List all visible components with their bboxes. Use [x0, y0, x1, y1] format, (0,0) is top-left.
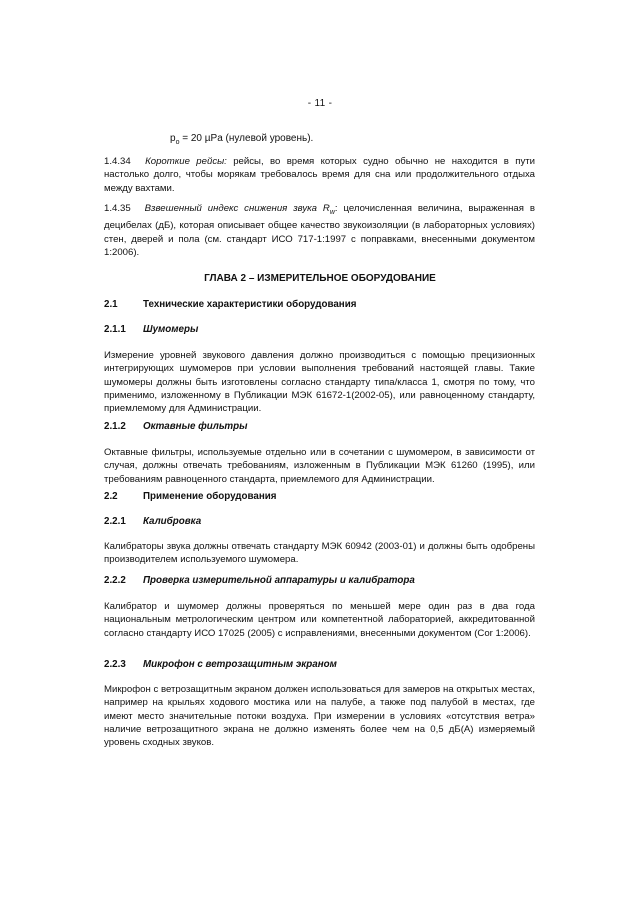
section-title: Шумомеры [143, 324, 199, 335]
paragraph-sound-meters: Измерение уровней звукового давления должно производиться с помощью прецизионных интегрирующих шумомеров при условии выполнения требований настоящей главы. Такие шумомеры должны быть изготовлены согласно стандарту типа/класса 1, смотря по тому, что применимо, изложенному в Публикации МЭК 61672-1(2002-05), или равноценному стандарту, приемлемому для Администрации. [104, 350, 535, 415]
section-title: Микрофон с ветрозащитным экраном [143, 659, 337, 670]
section-number: 2.2 [104, 491, 118, 502]
p0-text: = 20 µPa (нулевой уровень). [179, 133, 314, 144]
section-heading-2-2 [104, 491, 277, 502]
paragraph-microphone: Микрофон с ветрозащитным экраном должен использоваться для замеров на открытых местах, например на крыльях ходового мостика или на палубе, а также под палубой в местах, где имеют место значительные потоки воздуха. При измерении в условиях «отсутствия ветра» наличие ветрозащитного экрана не должно изменять более чем на 0,5 дБ(А) измеряемый уровень сходных звуков. [104, 684, 535, 749]
section-heading-2-1-2 [104, 421, 248, 432]
section-title: Калибровка [143, 516, 202, 527]
section-title: Проверка измерительной аппаратуры и калибратора [143, 575, 415, 586]
section-heading-2-2-1 [104, 516, 201, 527]
chapter-title: ГЛАВА 2 – ИЗМЕРИТЕЛЬНОЕ ОБОРУДОВАНИЕ [204, 273, 436, 284]
page-number: - 11 - [307, 98, 333, 109]
section-title: Октавные фильтры [143, 421, 248, 432]
definition-short-voyages [104, 155, 535, 195]
section-heading-2-2-2 [104, 575, 415, 586]
reference-pressure-line [170, 133, 313, 146]
section-title: Технические характеристики оборудования [143, 299, 357, 310]
paragraph-verification: Калибратор и шумомер должны проверяться по меньшей мере один раз в два года национальным метрологическим центром или компетентной лабораторией, аккредитованной согласно стандарту ИСО 17025 (2005) с исправлениями, внесенными документом (Cor 1:2006). [104, 601, 535, 639]
section-heading-2-1-1 [104, 324, 198, 335]
definition-number: 1.4.34 [104, 156, 131, 167]
section-heading-2-2-3 [104, 659, 337, 670]
section-number: 2.2.1 [104, 516, 126, 527]
definition-text: рейсы, во время которых судно обычно не находится в пути настолько долго, чтобы морякам требовалось время для сна или продолжительного отдыха между вахтами. [104, 156, 535, 194]
section-number: 2.2.2 [104, 575, 126, 586]
definition-term: Взвешенный индекс снижения звука R [144, 203, 330, 214]
section-heading-2-1 [104, 299, 356, 310]
definition-term: Короткие рейсы: [145, 156, 227, 167]
paragraph-calibration: Калибраторы звука должны отвечать стандарту МЭК 60942 (2003-01) и должны быть одобрены производителем используемого шумомера. [104, 541, 535, 566]
section-number: 2.1.1 [104, 324, 126, 335]
definition-text: : целочисленная величина, выраженная в децибелах (дБ), которая описывает общее качество звукоизоляции (в лабораторных условиях) стен, дверей и пола (см. стандарт ИСО 717-1:1997 с поправками, внесенными документом 1:2006). [104, 203, 535, 258]
section-number: 2.1 [104, 299, 118, 310]
p0-symbol: p [170, 133, 176, 144]
section-number: 2.1.2 [104, 421, 126, 432]
section-title: Применение оборудования [143, 491, 277, 502]
paragraph-octave-filters: Октавные фильтры, используемые отдельно или в сочетании с шумомером, в зависимости от случая, должны отвечать требованиям, изложенным в Публикации МЭК 61260 (1995), или требованиям равноценного стандарта, приемлемого для Администрации. [104, 447, 535, 485]
definition-number: 1.4.35 [104, 203, 131, 214]
definition-term-subscript: w [329, 208, 335, 216]
definition-weighted-index [104, 202, 535, 259]
p0-subscript: o [175, 139, 180, 146]
section-number: 2.2.3 [104, 659, 126, 670]
